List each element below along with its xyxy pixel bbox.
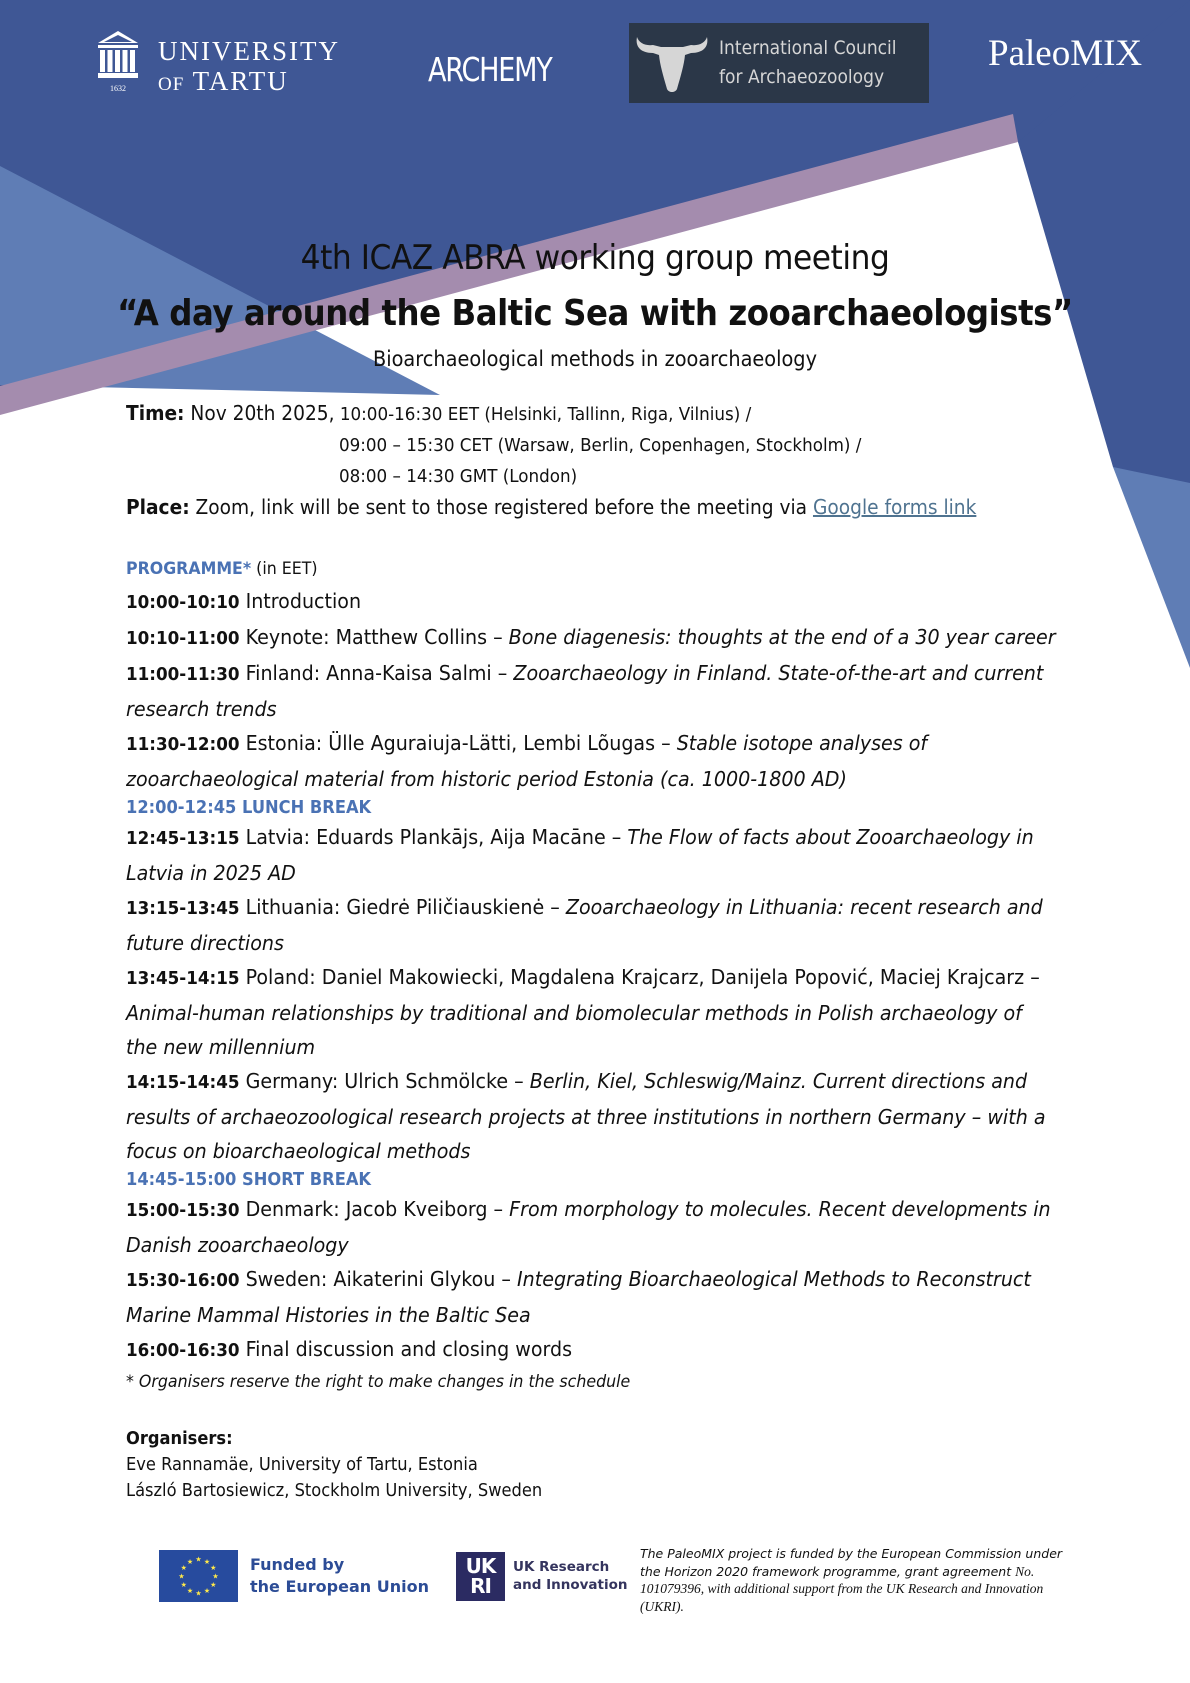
funding-note: The PaleoMIX project is funded by the European Commission under the Horizon 2020 framework programme, grant agreement No. 101079396, with additional support from the UK Research and Innovation (UKRI). <box>640 1546 1063 1614</box>
icaz-name-line1: International Council <box>719 37 897 59</box>
eu-star-icon: ★ <box>186 1588 194 1596</box>
programme-item-title: Berlin, Kiel, Schleswig/Mainz. Current directions and results of archaeozoological research projects at three institutions in northern Germany – with a focus on bioarchaeological methods <box>126 1069 1046 1163</box>
time-gmt: 08:00 – 14:30 GMT (London) <box>338 466 578 487</box>
programme-item-time: 15:00-15:30 <box>126 1200 240 1221</box>
programme-item-speaker: Introduction <box>239 589 362 613</box>
time-cet: 09:00 – 15:30 CET (Warsaw, Berlin, Copenhagen, Stockholm) / <box>338 435 862 456</box>
organisers <box>126 1426 1019 1504</box>
eu-star-icon: ★ <box>178 1573 185 1581</box>
programme-item-title: From morphology to molecules. Recent developments in Danish zooarchaeology <box>126 1197 1051 1257</box>
eu-star-icon: ★ <box>212 1573 219 1581</box>
time-label: Time: <box>126 401 185 425</box>
time-date: Nov 20th 2025, <box>184 401 335 425</box>
archemy-logo: ARCHEMY <box>428 50 552 89</box>
programme-item-time: 10:00-10:10 <box>126 592 240 613</box>
programme-item-speaker: Finland: Anna-Kaisa Salmi – <box>239 661 514 685</box>
eu-flag-icon <box>159 1550 238 1602</box>
programme-item-speaker: Final discussion and closing words <box>239 1337 573 1361</box>
programme-item <box>126 1192 1056 1262</box>
programme-item-title: Animal-human relationships by traditional and biomolecular methods in Polish archaeology of the new millennium <box>126 1001 1022 1059</box>
programme-item <box>126 1064 1056 1168</box>
programme-item-speaker: Germany: Ulrich Schmölcke – <box>239 1069 530 1093</box>
bg-light-blue-right <box>1113 467 1190 668</box>
programme-item-speaker: Estonia: Ülle Aguraiuja-Lätti, Lembi Lõugas – <box>239 731 677 755</box>
programme-item-title: Zooarchaeology in Finland. State-of-the-art and current research trends <box>126 661 1044 721</box>
eu-star-icon: ★ <box>195 1590 202 1598</box>
programme-list <box>126 584 1056 1368</box>
programme-break: 12:00-12:45 LUNCH BREAK <box>126 798 372 818</box>
paleomix-logo: PaleoMIX <box>988 33 1143 74</box>
eu-funding-text: Funded by the European Union <box>250 1555 429 1596</box>
programme-item <box>126 820 1056 890</box>
programme-item <box>126 1262 1056 1332</box>
programme-item-title: Stable isotope analyses of zooarchaeological material from historic period Estonia (ca. 1000-1800 AD) <box>126 731 928 791</box>
eu-star-icon: ★ <box>186 1558 194 1566</box>
programme-item <box>126 726 1056 796</box>
programme-item-time: 14:15-14:45 <box>126 1072 240 1093</box>
programme-item-time: 11:30-12:00 <box>126 734 240 755</box>
place-label: Place: <box>126 495 190 519</box>
programme-item-title: The Flow of facts about Zooarchaeology in Latvia in 2025 AD <box>126 825 1034 885</box>
time-row <box>126 398 1019 430</box>
programme-item-speaker: Keynote: Matthew Collins – <box>239 625 509 649</box>
university-name-line2: OF TARTU <box>158 66 289 96</box>
place-text: Zoom, link will be sent to those registered before the meeting via <box>189 495 813 519</box>
programme-item <box>126 1332 1056 1368</box>
icaz-logo <box>629 23 929 103</box>
time-eet: 10:00-16:30 EET (Helsinki, Tallinn, Riga, Vilnius) / <box>334 404 752 425</box>
organiser: Eve Rannamäe, University of Tartu, Estonia <box>126 1455 478 1475</box>
eu-star-icon: ★ <box>210 1582 217 1589</box>
programme-item-time: 15:30-16:00 <box>126 1270 240 1291</box>
svg-text:1632: 1632 <box>110 84 126 93</box>
eu-star-icon: ★ <box>180 1565 187 1572</box>
eu-star-icon: ★ <box>203 1588 211 1596</box>
programme-item-speaker: Poland: Daniel Makowiecki, Magdalena Krajcarz, Danijela Popović, Maciej Krajcarz – <box>239 965 1040 989</box>
programme-item-speaker: Sweden: Aikaterini Glykou – <box>239 1267 518 1291</box>
programme-item-title: Bone diagenesis: thoughts at the end of a 30 year career <box>508 625 1056 649</box>
organiser: László Bartosiewicz, Stockholm University, Sweden <box>126 1481 543 1501</box>
programme-item-speaker: Lithuania: Giedrė Piličiauskienė – <box>239 895 566 919</box>
programme-item <box>126 656 1056 726</box>
programme-item-time: 11:00-11:30 <box>126 664 240 685</box>
eu-star-icon: ★ <box>210 1565 217 1572</box>
main-content <box>126 398 1056 1504</box>
funding-logos <box>159 1550 627 1602</box>
programme-item-time: 16:00-16:30 <box>126 1340 240 1361</box>
programme-item <box>126 620 1056 656</box>
programme-item-title: Integrating Bioarchaeological Methods to Reconstruct Marine Mammal Histories in the Baltic Sea <box>126 1267 1031 1327</box>
programme-item-speaker: Denmark: Jacob Kveiborg – <box>239 1197 510 1221</box>
programme <box>126 557 1056 1396</box>
programme-item <box>126 584 1056 620</box>
organisers-heading: Organisers: <box>126 1429 233 1449</box>
programme-break: 14:45-15:00 SHORT BREAK <box>126 1170 372 1190</box>
ukri-logo: UK RI UK Research and Innovation <box>456 1552 627 1601</box>
university-of-tartu-logo <box>96 30 340 100</box>
event-heading: 4th ICAZ ABRA working group meeting <box>300 238 890 278</box>
event-subtitle: Bioarchaeological methods in zooarchaeology <box>372 347 818 371</box>
programme-item <box>126 960 1056 1064</box>
programme-item-time: 10:10-11:00 <box>126 628 240 649</box>
place-row <box>126 492 1019 523</box>
programme-heading: PROGRAMME* (in EET) <box>126 559 318 579</box>
programme-item-time: 12:45-13:15 <box>126 828 240 849</box>
programme-item <box>126 890 1056 960</box>
programme-item-time: 13:15-13:45 <box>126 898 240 919</box>
programme-item-speaker: Latvia: Eduards Plankājs, Aija Macāne – <box>239 825 628 849</box>
bull-skull-icon <box>633 31 711 95</box>
eu-star-icon: ★ <box>195 1556 202 1564</box>
eu-star-icon: ★ <box>203 1558 211 1566</box>
google-forms-link[interactable]: Google forms link <box>812 495 977 519</box>
programme-item-title: Zooarchaeology in Lithuania: recent research and future directions <box>126 895 1043 955</box>
icaz-name-line2: for Archaeozoology <box>719 66 885 88</box>
event-title: “A day around the Baltic Sea with zooarchaeologists” <box>117 293 1073 334</box>
university-building-icon <box>96 30 140 94</box>
ukri-mark-icon: UK RI <box>456 1552 505 1601</box>
programme-item-time: 13:45-14:15 <box>126 968 240 989</box>
eu-star-icon: ★ <box>180 1582 187 1589</box>
schedule-note: * Organisers reserve the right to make changes in the schedule <box>126 1372 631 1392</box>
university-name-line1: UNIVERSITY <box>158 36 340 66</box>
